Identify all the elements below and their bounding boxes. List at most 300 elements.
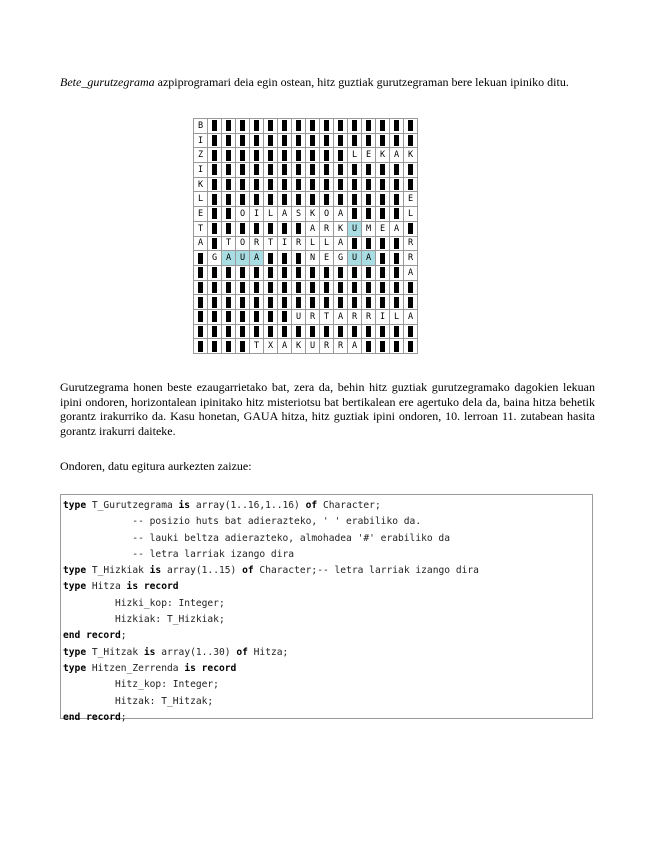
- black-bar: [380, 326, 385, 337]
- black-cell: [376, 133, 390, 148]
- black-cell: [320, 177, 334, 192]
- black-cell: [208, 119, 222, 134]
- black-bar: [338, 297, 343, 308]
- letter-cell: K: [404, 148, 418, 163]
- black-cell: [348, 163, 362, 178]
- letter-cell: O: [236, 236, 250, 251]
- black-bar: [296, 326, 301, 337]
- code-line: [63, 596, 592, 612]
- black-bar: [254, 267, 259, 278]
- code-text: Hitza;: [247, 646, 289, 658]
- black-cell: [250, 280, 264, 295]
- black-cell: [222, 148, 236, 163]
- black-bar: [296, 297, 301, 308]
- black-bar: [310, 120, 315, 131]
- black-cell: [222, 295, 236, 310]
- black-cell: [348, 280, 362, 295]
- black-bar: [380, 194, 385, 205]
- black-cell: [278, 309, 292, 324]
- black-cell: [222, 265, 236, 280]
- letter-cell: K: [376, 148, 390, 163]
- code-keyword: type: [63, 581, 87, 593]
- black-cell: [320, 119, 334, 134]
- black-cell: [194, 295, 208, 310]
- black-cell: [264, 221, 278, 236]
- code-block: [60, 494, 593, 723]
- black-bar: [352, 297, 357, 308]
- code-keyword: end record: [63, 711, 121, 723]
- black-bar: [268, 297, 273, 308]
- black-bar: [324, 282, 329, 293]
- letter-cell: K: [334, 221, 348, 236]
- black-cell: [348, 207, 362, 222]
- letter-cell: L: [306, 236, 320, 251]
- black-cell: [376, 207, 390, 222]
- letter-cell: I: [194, 163, 208, 178]
- black-cell: [320, 133, 334, 148]
- black-bar: [198, 297, 203, 308]
- grid-row: [194, 265, 418, 280]
- black-cell: [390, 177, 404, 192]
- letter-cell: R: [320, 339, 334, 354]
- crossword-grid: [193, 118, 418, 354]
- black-bar: [254, 297, 259, 308]
- black-bar: [352, 194, 357, 205]
- black-cell: [362, 163, 376, 178]
- black-cell: [250, 221, 264, 236]
- black-cell: [376, 192, 390, 207]
- black-bar: [324, 179, 329, 190]
- black-cell: [390, 207, 404, 222]
- letter-cell: R: [334, 339, 348, 354]
- letter-cell: L: [264, 207, 278, 222]
- letter-cell: A: [306, 221, 320, 236]
- black-cell: [208, 309, 222, 324]
- black-bar: [352, 208, 357, 219]
- black-bar: [240, 135, 245, 146]
- black-bar: [268, 311, 273, 322]
- black-cell: [278, 133, 292, 148]
- black-bar: [254, 326, 259, 337]
- black-bar: [366, 326, 371, 337]
- letter-cell: K: [306, 207, 320, 222]
- black-cell: [222, 207, 236, 222]
- letter-cell: L: [390, 309, 404, 324]
- letter-cell: T: [250, 339, 264, 354]
- black-bar: [394, 282, 399, 293]
- black-cell: [404, 339, 418, 354]
- black-cell: [404, 133, 418, 148]
- letter-cell: M: [362, 221, 376, 236]
- black-cell: [306, 324, 320, 339]
- black-bar: [198, 311, 203, 322]
- black-cell: [334, 119, 348, 134]
- black-cell: [348, 133, 362, 148]
- black-cell: [376, 119, 390, 134]
- black-cell: [222, 309, 236, 324]
- black-bar: [254, 150, 259, 161]
- black-cell: [292, 265, 306, 280]
- black-bar: [408, 120, 413, 131]
- black-bar: [268, 282, 273, 293]
- black-cell: [264, 309, 278, 324]
- black-bar: [394, 120, 399, 131]
- black-cell: [306, 163, 320, 178]
- grid-row: [194, 280, 418, 295]
- black-bar: [282, 253, 287, 264]
- black-cell: [208, 133, 222, 148]
- black-bar: [338, 135, 343, 146]
- black-cell: [208, 192, 222, 207]
- black-bar: [212, 208, 217, 219]
- code-keyword: of: [236, 646, 248, 658]
- letter-cell: E: [404, 192, 418, 207]
- black-bar: [226, 164, 231, 175]
- black-bar: [282, 194, 287, 205]
- grid-row: [194, 295, 418, 310]
- black-cell: [390, 324, 404, 339]
- black-cell: [292, 163, 306, 178]
- black-bar: [296, 253, 301, 264]
- letter-cell: L: [320, 236, 334, 251]
- black-bar: [310, 135, 315, 146]
- black-cell: [306, 177, 320, 192]
- black-cell: [250, 309, 264, 324]
- black-cell: [320, 295, 334, 310]
- black-cell: [250, 177, 264, 192]
- black-bar: [226, 326, 231, 337]
- black-cell: [390, 119, 404, 134]
- letter-cell: O: [236, 207, 250, 222]
- black-bar: [282, 297, 287, 308]
- black-cell: [250, 324, 264, 339]
- black-cell: [236, 221, 250, 236]
- black-cell: [320, 265, 334, 280]
- black-bar: [268, 135, 273, 146]
- black-bar: [394, 208, 399, 219]
- black-cell: [348, 236, 362, 251]
- letter-cell: S: [292, 207, 306, 222]
- black-cell: [208, 163, 222, 178]
- black-cell: [278, 163, 292, 178]
- black-cell: [236, 324, 250, 339]
- black-cell: [222, 177, 236, 192]
- black-cell: [250, 119, 264, 134]
- black-cell: [348, 119, 362, 134]
- black-bar: [366, 238, 371, 249]
- black-bar: [282, 267, 287, 278]
- black-bar: [268, 223, 273, 234]
- black-bar: [394, 326, 399, 337]
- black-bar: [296, 282, 301, 293]
- black-cell: [404, 324, 418, 339]
- black-bar: [240, 297, 245, 308]
- black-bar: [296, 267, 301, 278]
- black-bar: [324, 326, 329, 337]
- code-line: [63, 694, 592, 710]
- black-bar: [240, 311, 245, 322]
- black-bar: [366, 341, 371, 352]
- black-cell: [278, 221, 292, 236]
- code-line: [63, 661, 592, 677]
- black-bar: [352, 164, 357, 175]
- black-cell: [306, 133, 320, 148]
- code-line: [63, 547, 592, 563]
- black-cell: [390, 133, 404, 148]
- code-text: -- lauki beltza adierazteko, almohadea '#' erabiliko da: [63, 532, 450, 544]
- code-text: Hitza: [86, 581, 127, 593]
- black-bar: [254, 179, 259, 190]
- black-bar: [240, 164, 245, 175]
- code-text: T_Gurutzegrama: [86, 500, 179, 511]
- black-bar: [408, 223, 413, 234]
- black-cell: [222, 339, 236, 354]
- code-text: T_Hizkiak: [86, 565, 150, 577]
- black-cell: [278, 192, 292, 207]
- black-bar: [254, 120, 259, 131]
- black-bar: [282, 311, 287, 322]
- black-bar: [226, 297, 231, 308]
- black-cell: [334, 163, 348, 178]
- black-bar: [352, 267, 357, 278]
- black-bar: [212, 223, 217, 234]
- black-cell: [278, 324, 292, 339]
- black-bar: [240, 282, 245, 293]
- black-cell: [390, 265, 404, 280]
- black-cell: [348, 192, 362, 207]
- grid-row: [194, 192, 418, 207]
- black-cell: [362, 236, 376, 251]
- black-cell: [278, 119, 292, 134]
- black-bar: [408, 341, 413, 352]
- black-cell: [222, 324, 236, 339]
- black-cell: [404, 177, 418, 192]
- data-structure-intro: Ondoren, datu egitura aurkezten zaizue:: [60, 459, 252, 473]
- black-cell: [208, 236, 222, 251]
- black-bar: [226, 150, 231, 161]
- code-text: ;: [120, 711, 127, 723]
- black-cell: [208, 295, 222, 310]
- black-cell: [264, 295, 278, 310]
- black-cell: [320, 163, 334, 178]
- code-keyword: of: [242, 565, 254, 577]
- black-bar: [366, 194, 371, 205]
- black-bar: [352, 179, 357, 190]
- black-bar: [408, 282, 413, 293]
- black-cell: [208, 148, 222, 163]
- black-bar: [296, 120, 301, 131]
- code-text: Hizki_kop: Integer;: [63, 597, 225, 609]
- letter-cell: I: [278, 236, 292, 251]
- letter-cell: A: [334, 236, 348, 251]
- letter-cell: A: [404, 309, 418, 324]
- black-bar: [366, 179, 371, 190]
- black-bar: [296, 194, 301, 205]
- black-cell: [208, 221, 222, 236]
- black-bar: [380, 297, 385, 308]
- black-cell: [236, 148, 250, 163]
- black-cell: [236, 163, 250, 178]
- black-bar: [226, 120, 231, 131]
- black-cell: [236, 265, 250, 280]
- letter-cell: A: [250, 251, 264, 266]
- letter-cell: L: [194, 192, 208, 207]
- black-bar: [282, 164, 287, 175]
- black-bar: [338, 120, 343, 131]
- function-name: Bete_gurutzegrama: [60, 75, 155, 89]
- grid-row: [194, 221, 418, 236]
- black-bar: [268, 150, 273, 161]
- letter-cell: T: [264, 236, 278, 251]
- black-cell: [278, 177, 292, 192]
- black-bar: [226, 194, 231, 205]
- black-bar: [212, 179, 217, 190]
- black-bar: [212, 120, 217, 131]
- letter-cell: U: [292, 309, 306, 324]
- black-cell: [376, 177, 390, 192]
- black-bar: [380, 341, 385, 352]
- black-bar: [408, 297, 413, 308]
- black-cell: [278, 295, 292, 310]
- code-text: array(1..15): [161, 565, 243, 577]
- letter-cell: Z: [194, 148, 208, 163]
- black-bar: [310, 297, 315, 308]
- black-bar: [282, 150, 287, 161]
- grid-row: [194, 177, 418, 192]
- black-bar: [310, 282, 315, 293]
- black-cell: [236, 177, 250, 192]
- black-bar: [198, 341, 203, 352]
- black-bar: [338, 150, 343, 161]
- grid-row: [194, 207, 418, 222]
- black-bar: [352, 238, 357, 249]
- code-line: [63, 612, 592, 628]
- black-bar: [198, 253, 203, 264]
- black-bar: [352, 135, 357, 146]
- black-bar: [212, 297, 217, 308]
- letter-cell: K: [292, 339, 306, 354]
- black-cell: [222, 163, 236, 178]
- black-cell: [264, 133, 278, 148]
- code-text: Hitz_kop: Integer;: [63, 679, 219, 691]
- black-bar: [268, 194, 273, 205]
- black-bar: [352, 120, 357, 131]
- black-cell: [250, 192, 264, 207]
- black-cell: [404, 163, 418, 178]
- letter-cell: A: [404, 265, 418, 280]
- letter-cell: E: [194, 207, 208, 222]
- black-cell: [250, 163, 264, 178]
- black-bar: [268, 120, 273, 131]
- black-cell: [194, 265, 208, 280]
- black-cell: [292, 133, 306, 148]
- black-bar: [240, 267, 245, 278]
- black-bar: [282, 135, 287, 146]
- black-bar: [352, 326, 357, 337]
- black-bar: [212, 311, 217, 322]
- black-cell: [222, 119, 236, 134]
- letter-cell: X: [264, 339, 278, 354]
- letter-cell: L: [404, 207, 418, 222]
- letter-cell: R: [348, 309, 362, 324]
- black-cell: [348, 177, 362, 192]
- black-cell: [292, 192, 306, 207]
- black-bar: [226, 282, 231, 293]
- black-bar: [212, 194, 217, 205]
- black-cell: [362, 192, 376, 207]
- code-line: [63, 628, 592, 644]
- grid-row: [194, 148, 418, 163]
- code-keyword: is record: [184, 662, 237, 674]
- letter-cell: A: [348, 339, 362, 354]
- black-cell: [362, 324, 376, 339]
- black-cell: [334, 324, 348, 339]
- black-bar: [268, 253, 273, 264]
- black-cell: [334, 133, 348, 148]
- black-cell: [208, 177, 222, 192]
- black-bar: [282, 179, 287, 190]
- black-cell: [320, 280, 334, 295]
- black-bar: [408, 164, 413, 175]
- black-cell: [362, 207, 376, 222]
- black-cell: [390, 295, 404, 310]
- black-bar: [310, 194, 315, 205]
- black-bar: [226, 208, 231, 219]
- black-bar: [212, 282, 217, 293]
- letter-cell: E: [320, 251, 334, 266]
- black-cell: [264, 119, 278, 134]
- black-cell: [236, 119, 250, 134]
- letter-cell: A: [222, 251, 236, 266]
- letter-cell: A: [334, 207, 348, 222]
- letter-cell: B: [194, 119, 208, 134]
- black-cell: [222, 280, 236, 295]
- black-cell: [334, 280, 348, 295]
- black-bar: [408, 326, 413, 337]
- grid-row: [194, 251, 418, 266]
- letter-cell: O: [320, 207, 334, 222]
- black-bar: [282, 282, 287, 293]
- black-bar: [394, 238, 399, 249]
- black-cell: [194, 339, 208, 354]
- black-bar: [394, 164, 399, 175]
- letter-cell: A: [278, 339, 292, 354]
- black-cell: [320, 148, 334, 163]
- letter-cell: E: [376, 221, 390, 236]
- black-cell: [306, 148, 320, 163]
- letter-cell: G: [208, 251, 222, 266]
- letter-cell: R: [404, 236, 418, 251]
- black-cell: [292, 295, 306, 310]
- black-cell: [376, 236, 390, 251]
- grid-row: [194, 339, 418, 354]
- black-bar: [254, 311, 259, 322]
- letter-cell: R: [292, 236, 306, 251]
- code-line: [63, 677, 592, 693]
- black-cell: [404, 280, 418, 295]
- black-bar: [240, 150, 245, 161]
- black-cell: [348, 295, 362, 310]
- black-cell: [278, 280, 292, 295]
- black-cell: [250, 295, 264, 310]
- black-cell: [348, 324, 362, 339]
- black-cell: [250, 148, 264, 163]
- letter-cell: L: [348, 148, 362, 163]
- code-text: Character;-- letra larriak izango dira: [253, 565, 479, 577]
- black-cell: [306, 119, 320, 134]
- black-bar: [394, 341, 399, 352]
- black-cell: [222, 192, 236, 207]
